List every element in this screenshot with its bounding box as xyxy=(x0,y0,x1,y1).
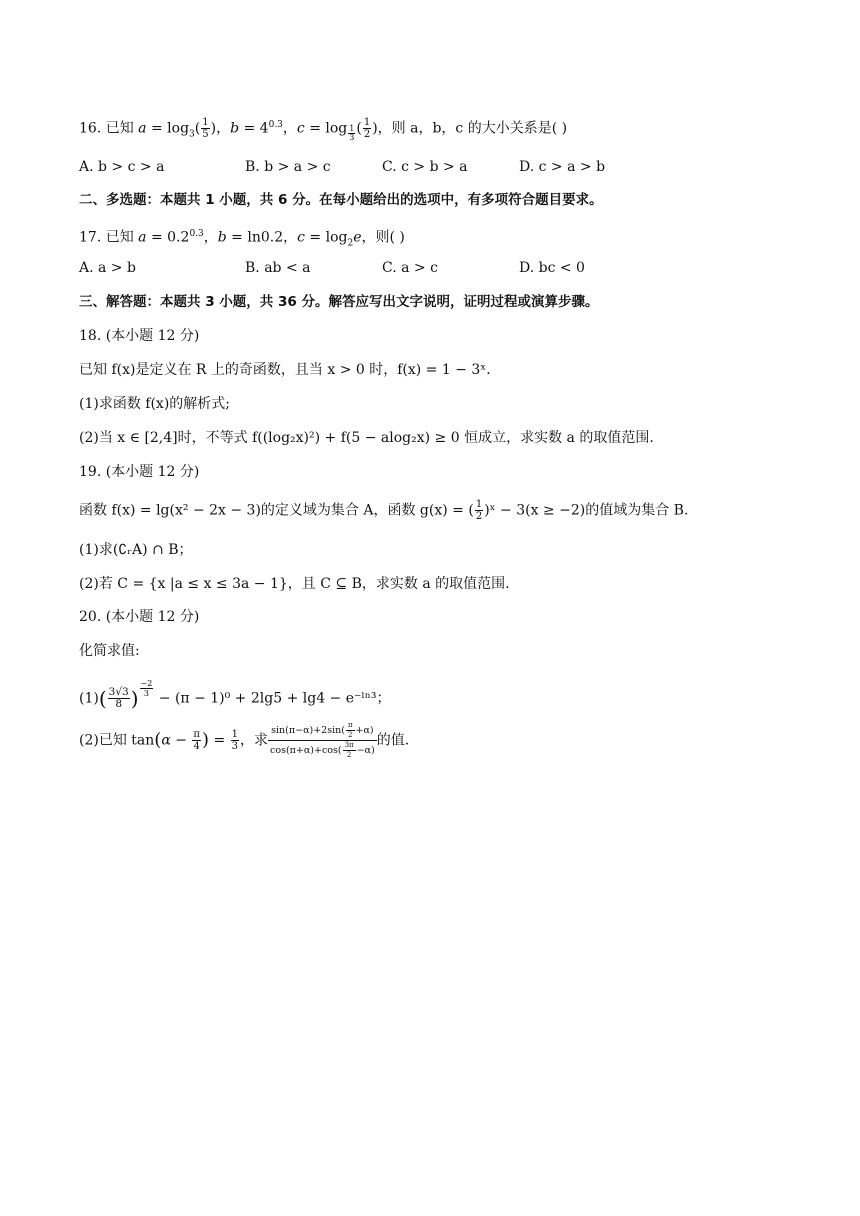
q17-option-b: B. ab < a xyxy=(245,260,311,276)
q18-part2: (2)当 x ∈ [2,4]时，不等式 f((log₂x)²) + f(5 − alog₂x) ≥ 0 恒成立，求实数 a 的取值范围. xyxy=(79,430,654,446)
q16-stem: 16. 已知 $a = \log_3$( $\frac{1}{5}$ )，$b = 4^{0.3}$，c = log $_{\frac{1}{3}}$ ( $\frac{1}{2}$ )，则 a，b，c 的大小关系是( ) xyxy=(79,117,568,143)
q20-part1: (1)( $\frac{3√3}{8}$ ) $^{\frac{-2}{3}}$ − (π − 1)⁰ + 2lg5 + lg4 − e⁻ˡⁿ³； xyxy=(79,679,391,711)
q17-option-d: D. bc < 0 xyxy=(519,260,585,276)
q16-option-b: B. b > a > c xyxy=(245,159,331,175)
q18-stem: 已知 f(x)是定义在 R 上的奇函数，且当 x > 0 时，f(x) = 1 − 3ˣ. xyxy=(79,362,491,378)
q16-option-c: C. c > b > a xyxy=(382,159,468,175)
q20-stem: 化简求值: xyxy=(79,643,140,659)
q19-title: 19. (本小题 12 分) xyxy=(79,464,200,480)
q19-part2: (2)若 C = {x |a ≤ x ≤ 3a − 1}，且 C ⊆ B，求实数 a 的取值范围. xyxy=(79,576,510,592)
q16-option-a: A. b > c > a xyxy=(79,159,165,175)
q18-part1: (1)求函数 f(x)的解析式; xyxy=(79,396,230,412)
q17-option-c: C. a > c xyxy=(382,260,438,276)
q19-part1: (1)求(∁ᵣA) ∩ B； xyxy=(79,542,193,558)
q18-title: 18. (本小题 12 分) xyxy=(79,328,200,344)
q17-stem: 17. 已知 $a = 0.2^{0.3}$，b = ln0.2，$c = \log_2e$，则( ) xyxy=(79,229,405,249)
q20-part2: (2)已知 tan(α − $\frac{\pi}{4}$ ) = $\frac{1}{3}$ ，求 sin(π−α)+2sin( $\frac{\pi}{2}$ +α) cos(π+α)+cos( $\frac{3\pi}{2}$ −α) 的值. xyxy=(79,721,410,759)
section-3-heading: 三、解答题：本题共 3 小题，共 36 分。解答应写出文字说明，证明过程或演算步骤。 xyxy=(79,294,599,310)
q16-math: a xyxy=(138,120,147,137)
q16-option-d: D. c > a > b xyxy=(519,159,606,175)
q19-stem: 函数 f(x) = lg(x² − 2x − 3)的定义域为集合 A，函数 g(x) = ( $\frac{1}{2}$ )ˣ − 3(x ≥ −2)的值域为集合 B. xyxy=(79,499,689,522)
q20-title: 20. (本小题 12 分) xyxy=(79,609,200,625)
q17-option-a: A. a > b xyxy=(79,260,136,276)
section-2-heading: 二、多选题：本题共 1 小题，共 6 分。在每小题给出的选项中，有多项符合题目要求。 xyxy=(79,192,603,208)
